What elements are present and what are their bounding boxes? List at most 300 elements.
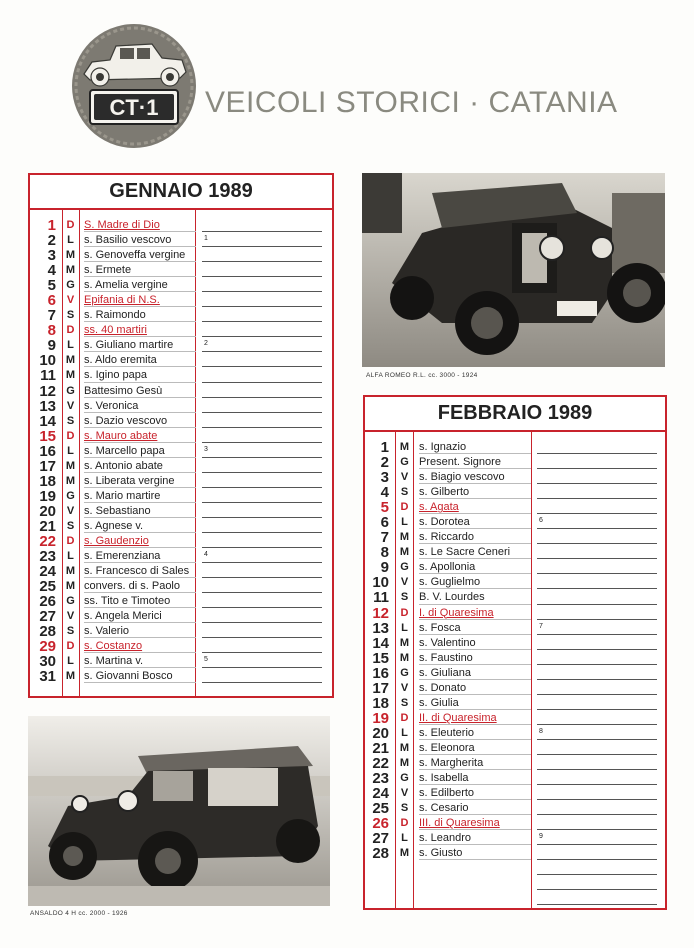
- saint-name: s. Mario martire: [84, 489, 161, 502]
- day-row: [30, 399, 332, 414]
- day-number: 8: [47, 322, 56, 340]
- weekday-letter: D: [400, 817, 409, 830]
- saint-name: s. Basilio vescovo: [84, 234, 172, 247]
- week-number: 2: [204, 340, 208, 348]
- page-title: VEICOLI STORICI · CATANIA: [205, 86, 618, 119]
- note-line: [537, 814, 657, 815]
- day-row: [365, 786, 665, 801]
- row-divider: [84, 562, 196, 563]
- day-row: [30, 429, 332, 444]
- weekday-letter: V: [400, 576, 409, 589]
- note-line: [202, 607, 322, 608]
- week-number: 5: [204, 656, 208, 664]
- note-line: [202, 427, 322, 428]
- row-divider: [419, 709, 531, 710]
- day-row: [30, 624, 332, 639]
- day-number: 19: [372, 709, 389, 727]
- note-line: [202, 366, 322, 367]
- saint-name: s. Dazio vescovo: [84, 414, 168, 427]
- day-row: [365, 741, 665, 756]
- day-number: 9: [47, 337, 56, 355]
- saint-name: s. Liberata vergine: [84, 474, 175, 487]
- day-row: [365, 545, 665, 560]
- note-line: [202, 637, 322, 638]
- day-number: 8: [380, 544, 389, 562]
- saint-name: s. Ermete: [84, 264, 132, 277]
- day-row: [365, 575, 665, 590]
- saint-name: s. Francesco di Sales: [84, 565, 190, 578]
- day-number: 27: [39, 608, 56, 626]
- row-divider: [419, 739, 531, 740]
- weekday-letter: M: [65, 249, 76, 262]
- saint-name: s. Marcello papa: [84, 444, 165, 457]
- row-divider: [84, 246, 196, 247]
- day-row: [365, 560, 665, 575]
- note-line: [202, 577, 322, 578]
- day-number: 22: [372, 754, 389, 772]
- day-row: [365, 621, 665, 636]
- row-divider: [419, 664, 531, 665]
- day-row: [30, 323, 332, 338]
- day-row: [365, 651, 665, 666]
- day-number: 14: [39, 412, 56, 430]
- saint-name: s. Apollonia: [419, 561, 476, 574]
- weekday-letter: L: [67, 550, 74, 563]
- week-number: 1: [204, 235, 208, 243]
- saint-name: s. Amelia vergine: [84, 279, 168, 292]
- weekday-letter: M: [399, 847, 410, 860]
- day-number: 3: [380, 469, 389, 487]
- day-number: 30: [39, 653, 56, 671]
- note-line: [537, 874, 657, 875]
- saint-name: s. Agata: [419, 501, 459, 514]
- saint-name: s. Igino papa: [84, 369, 147, 382]
- row-divider: [84, 336, 196, 337]
- note-line: [537, 889, 657, 890]
- weekday-letter: L: [401, 726, 408, 739]
- day-number: 6: [47, 292, 56, 310]
- day-number: 21: [39, 517, 56, 535]
- day-row: [365, 846, 665, 861]
- weekday-letter: D: [66, 534, 75, 547]
- row-divider: [84, 276, 196, 277]
- weekday-letter: D: [66, 219, 75, 231]
- saint-name: Present. Signore: [419, 456, 501, 469]
- saint-name: s. Angela Merici: [84, 610, 162, 623]
- weekday-letter: L: [401, 621, 408, 634]
- weekday-letter: S: [66, 414, 75, 427]
- photo-caption: ANSALDO 4 H cc. 2000 - 1926: [30, 910, 128, 917]
- day-number: 28: [372, 845, 389, 863]
- club-logo: [70, 22, 198, 150]
- row-divider: [419, 799, 531, 800]
- january-calendar: [28, 173, 334, 698]
- week-number: 3: [204, 445, 208, 453]
- weekday-letter: D: [66, 429, 75, 442]
- month-title: GENNAIO 1989: [30, 175, 332, 210]
- weekday-letter: S: [400, 802, 409, 815]
- row-divider: [419, 468, 531, 469]
- weekday-letter: M: [399, 651, 410, 664]
- row-divider: [419, 528, 531, 529]
- day-number: 23: [372, 770, 389, 788]
- day-list: [365, 440, 665, 906]
- row-divider: [419, 724, 531, 725]
- saint-name: s. Gilberto: [419, 486, 470, 499]
- day-row: [30, 594, 332, 609]
- day-row: [30, 504, 332, 519]
- note-line: [537, 724, 657, 725]
- day-number: 2: [47, 232, 56, 250]
- row-divider: [84, 261, 196, 262]
- day-row: [365, 485, 665, 500]
- day-number: 1: [380, 439, 389, 456]
- weekday-letter: M: [65, 565, 76, 578]
- photo-caption: ALFA ROMEO R.L. cc. 3000 - 1924: [366, 372, 478, 379]
- weekday-letter: M: [65, 474, 76, 487]
- row-divider: [419, 513, 531, 514]
- note-line: [202, 336, 322, 337]
- day-row: [365, 590, 665, 605]
- day-row: [30, 384, 332, 399]
- row-divider: [419, 649, 531, 650]
- row-divider: [419, 859, 531, 860]
- day-row: [365, 816, 665, 831]
- row-divider: [419, 754, 531, 755]
- note-line: [202, 412, 322, 413]
- row-divider: [84, 306, 196, 307]
- note-line: [202, 246, 322, 247]
- day-number: 11: [373, 589, 389, 607]
- day-row: [365, 771, 665, 786]
- weekday-letter: L: [67, 655, 74, 668]
- row-divider: [419, 844, 531, 845]
- day-row: [365, 801, 665, 816]
- row-divider: [419, 588, 531, 589]
- note-line: [537, 694, 657, 695]
- day-number: 21: [372, 739, 389, 757]
- row-divider: [419, 543, 531, 544]
- weekday-letter: V: [66, 504, 75, 517]
- saint-name: s. Edilberto: [419, 787, 475, 800]
- note-line: [202, 562, 322, 563]
- note-line: [537, 649, 657, 650]
- saint-name: B. V. Lourdes: [419, 591, 485, 604]
- note-line: [537, 528, 657, 529]
- day-row: [365, 726, 665, 741]
- saint-name: s. Giulia: [419, 696, 459, 709]
- saint-name: s. Antonio abate: [84, 459, 163, 472]
- note-line: [537, 513, 657, 514]
- day-number: 1: [47, 217, 56, 234]
- day-row: [30, 534, 332, 549]
- day-row: [30, 489, 332, 504]
- week-number: 8: [539, 727, 543, 735]
- day-number: 7: [47, 307, 56, 325]
- note-line: [537, 543, 657, 544]
- day-row: [365, 681, 665, 696]
- row-divider: [84, 472, 196, 473]
- saint-name: s. Biagio vescovo: [419, 471, 505, 484]
- day-number: 11: [40, 367, 56, 385]
- day-row: [30, 669, 332, 684]
- day-row: [30, 459, 332, 474]
- day-number: 7: [380, 529, 389, 547]
- saint-name: ss. 40 martiri: [84, 324, 147, 337]
- note-line: [202, 457, 322, 458]
- weekday-letter: V: [400, 471, 409, 484]
- day-row: [365, 515, 665, 530]
- note-line: [537, 754, 657, 755]
- weekday-letter: M: [399, 741, 410, 754]
- note-line: [537, 664, 657, 665]
- weekday-letter: V: [66, 294, 75, 307]
- car-photo-alfa-romeo: [362, 173, 665, 367]
- day-number: 17: [372, 679, 389, 697]
- weekday-letter: D: [400, 501, 409, 514]
- row-divider: [84, 502, 196, 503]
- saint-name: s. Martina v.: [84, 655, 144, 668]
- note-line: [202, 291, 322, 292]
- weekday-letter: S: [400, 696, 409, 709]
- day-number: 16: [372, 664, 389, 682]
- weekday-letter: G: [400, 772, 409, 785]
- row-divider: [419, 769, 531, 770]
- weekday-letter: G: [66, 279, 75, 292]
- day-row: [365, 831, 665, 846]
- note-line: [537, 588, 657, 589]
- row-divider: [84, 577, 196, 578]
- day-number: 24: [39, 563, 56, 581]
- day-row: [30, 519, 332, 534]
- day-row: [365, 711, 665, 726]
- note-line: [202, 667, 322, 668]
- weekday-letter: G: [400, 456, 409, 469]
- saint-name: s. Guglielmo: [419, 576, 481, 589]
- day-number: 5: [47, 277, 56, 295]
- note-line: [537, 859, 657, 860]
- row-divider: [84, 351, 196, 352]
- note-line: [537, 468, 657, 469]
- weekday-letter: L: [401, 516, 408, 529]
- day-row: [30, 278, 332, 293]
- saint-name: I. di Quaresima: [419, 606, 494, 619]
- row-divider: [419, 604, 531, 605]
- weekday-letter: M: [399, 531, 410, 544]
- row-divider: [84, 321, 196, 322]
- weekday-letter: S: [66, 309, 75, 322]
- saint-name: s. Eleuterio: [419, 726, 475, 739]
- weekday-letter: D: [400, 711, 409, 724]
- weekday-letter: M: [399, 441, 410, 453]
- saint-name: s. Costanzo: [84, 640, 143, 653]
- day-row: [30, 218, 332, 233]
- day-number: 15: [39, 427, 56, 445]
- weekday-letter: M: [65, 580, 76, 593]
- saint-name: s. Emerenziana: [84, 550, 161, 563]
- note-line: [537, 634, 657, 635]
- note-line: [202, 382, 322, 383]
- day-row: [30, 293, 332, 308]
- day-number: 13: [39, 397, 56, 415]
- note-line: [537, 784, 657, 785]
- day-number: 31: [39, 668, 56, 686]
- row-divider: [84, 682, 196, 683]
- weekday-letter: L: [67, 234, 74, 247]
- saint-name: s. Sebastiano: [84, 504, 151, 517]
- note-line: [202, 487, 322, 488]
- saint-name: s. Isabella: [419, 772, 469, 785]
- day-number: 20: [372, 724, 389, 742]
- weekday-letter: V: [400, 787, 409, 800]
- day-row: [30, 444, 332, 459]
- saint-name: s. Gaudenzio: [84, 534, 149, 547]
- row-divider: [419, 694, 531, 695]
- row-divider: [84, 667, 196, 668]
- car-photo-ansaldo: [28, 716, 330, 906]
- note-line: [537, 573, 657, 574]
- weekday-letter: S: [400, 591, 409, 604]
- saint-name: s. Le Sacre Ceneri: [419, 546, 511, 559]
- weekday-letter: M: [65, 354, 76, 367]
- row-divider: [84, 291, 196, 292]
- saint-name: s. Fosca: [419, 621, 461, 634]
- month-title: FEBBRAIO 1989: [365, 397, 665, 432]
- day-number: 17: [39, 457, 56, 475]
- row-divider: [84, 637, 196, 638]
- weekday-letter: D: [400, 606, 409, 619]
- row-divider: [84, 412, 196, 413]
- day-row: [365, 666, 665, 681]
- weekday-letter: V: [400, 681, 409, 694]
- day-number: 18: [39, 472, 56, 490]
- note-line: [537, 709, 657, 710]
- note-line: [202, 442, 322, 443]
- weekday-letter: L: [67, 444, 74, 457]
- row-divider: [419, 573, 531, 574]
- weekday-letter: M: [399, 636, 410, 649]
- day-row: [365, 470, 665, 485]
- day-number: 23: [39, 548, 56, 566]
- note-line: [202, 622, 322, 623]
- week-number: 7: [539, 622, 543, 630]
- note-line: [202, 517, 322, 518]
- row-divider: [84, 457, 196, 458]
- note-line: [537, 558, 657, 559]
- day-number: 29: [39, 638, 56, 656]
- row-divider: [419, 784, 531, 785]
- week-number: 9: [539, 833, 543, 841]
- note-line: [537, 829, 657, 830]
- day-number: 12: [372, 604, 389, 622]
- day-row: [30, 474, 332, 489]
- row-divider: [419, 619, 531, 620]
- note-line: [537, 769, 657, 770]
- saint-name: ss. Tito e Timoteo: [84, 595, 171, 608]
- note-line: [537, 904, 657, 905]
- day-row: [365, 440, 665, 455]
- weekday-letter: V: [66, 610, 75, 623]
- day-number: 15: [372, 649, 389, 667]
- day-number: 22: [39, 532, 56, 550]
- weekday-letter: G: [66, 595, 75, 608]
- day-number: 28: [39, 623, 56, 641]
- week-number: 6: [539, 517, 543, 525]
- blank-row: [365, 891, 665, 906]
- note-line: [537, 739, 657, 740]
- row-divider: [84, 532, 196, 533]
- weekday-letter: M: [65, 670, 76, 683]
- day-row: [365, 606, 665, 621]
- note-line: [537, 844, 657, 845]
- saint-name: s. Raimondo: [84, 309, 146, 322]
- day-number: 4: [47, 262, 56, 280]
- row-divider: [419, 483, 531, 484]
- weekday-letter: M: [65, 369, 76, 382]
- row-divider: [84, 592, 196, 593]
- day-number: 25: [372, 800, 389, 818]
- saint-name: s. Giusto: [419, 847, 463, 860]
- saint-name: III. di Quaresima: [419, 817, 500, 830]
- saint-name: s. Agnese v.: [84, 519, 144, 532]
- saint-name: s. Leandro: [419, 832, 471, 845]
- row-divider: [84, 547, 196, 548]
- note-line: [202, 502, 322, 503]
- saint-name: s. Cesario: [419, 802, 469, 815]
- day-number: 18: [372, 694, 389, 712]
- day-row: [30, 338, 332, 353]
- saint-name: s. Dorotea: [419, 516, 470, 529]
- row-divider: [84, 607, 196, 608]
- row-divider: [84, 652, 196, 653]
- row-divider: [84, 622, 196, 623]
- note-line: [202, 472, 322, 473]
- saint-name: s. Giuliana: [419, 666, 471, 679]
- note-line: [202, 276, 322, 277]
- day-list: [30, 218, 332, 684]
- saint-name: s. Faustino: [419, 651, 473, 664]
- note-line: [537, 498, 657, 499]
- weekday-letter: L: [401, 832, 408, 845]
- day-number: 9: [380, 559, 389, 577]
- day-number: 26: [372, 815, 389, 833]
- note-line: [537, 604, 657, 605]
- logo-text: CT·1: [109, 95, 159, 120]
- saint-name: s. Veronica: [84, 399, 139, 412]
- saint-name: s. Eleonora: [419, 741, 475, 754]
- saint-name: s. Giuliano martire: [84, 339, 174, 352]
- note-line: [202, 682, 322, 683]
- weekday-letter: G: [66, 489, 75, 502]
- row-divider: [419, 814, 531, 815]
- day-row: [30, 368, 332, 383]
- weekday-letter: S: [66, 519, 75, 532]
- row-divider: [419, 634, 531, 635]
- weekday-letter: M: [399, 756, 410, 769]
- weekday-letter: L: [67, 339, 74, 352]
- note-line: [537, 679, 657, 680]
- weekday-letter: M: [65, 459, 76, 472]
- weekday-letter: D: [66, 640, 75, 653]
- note-line: [537, 799, 657, 800]
- day-number: 3: [47, 247, 56, 265]
- day-row: [365, 500, 665, 515]
- blank-row: [365, 861, 665, 876]
- row-divider: [84, 366, 196, 367]
- saint-name: s. Aldo eremita: [84, 354, 157, 367]
- weekday-letter: M: [399, 546, 410, 559]
- day-number: 4: [380, 484, 389, 502]
